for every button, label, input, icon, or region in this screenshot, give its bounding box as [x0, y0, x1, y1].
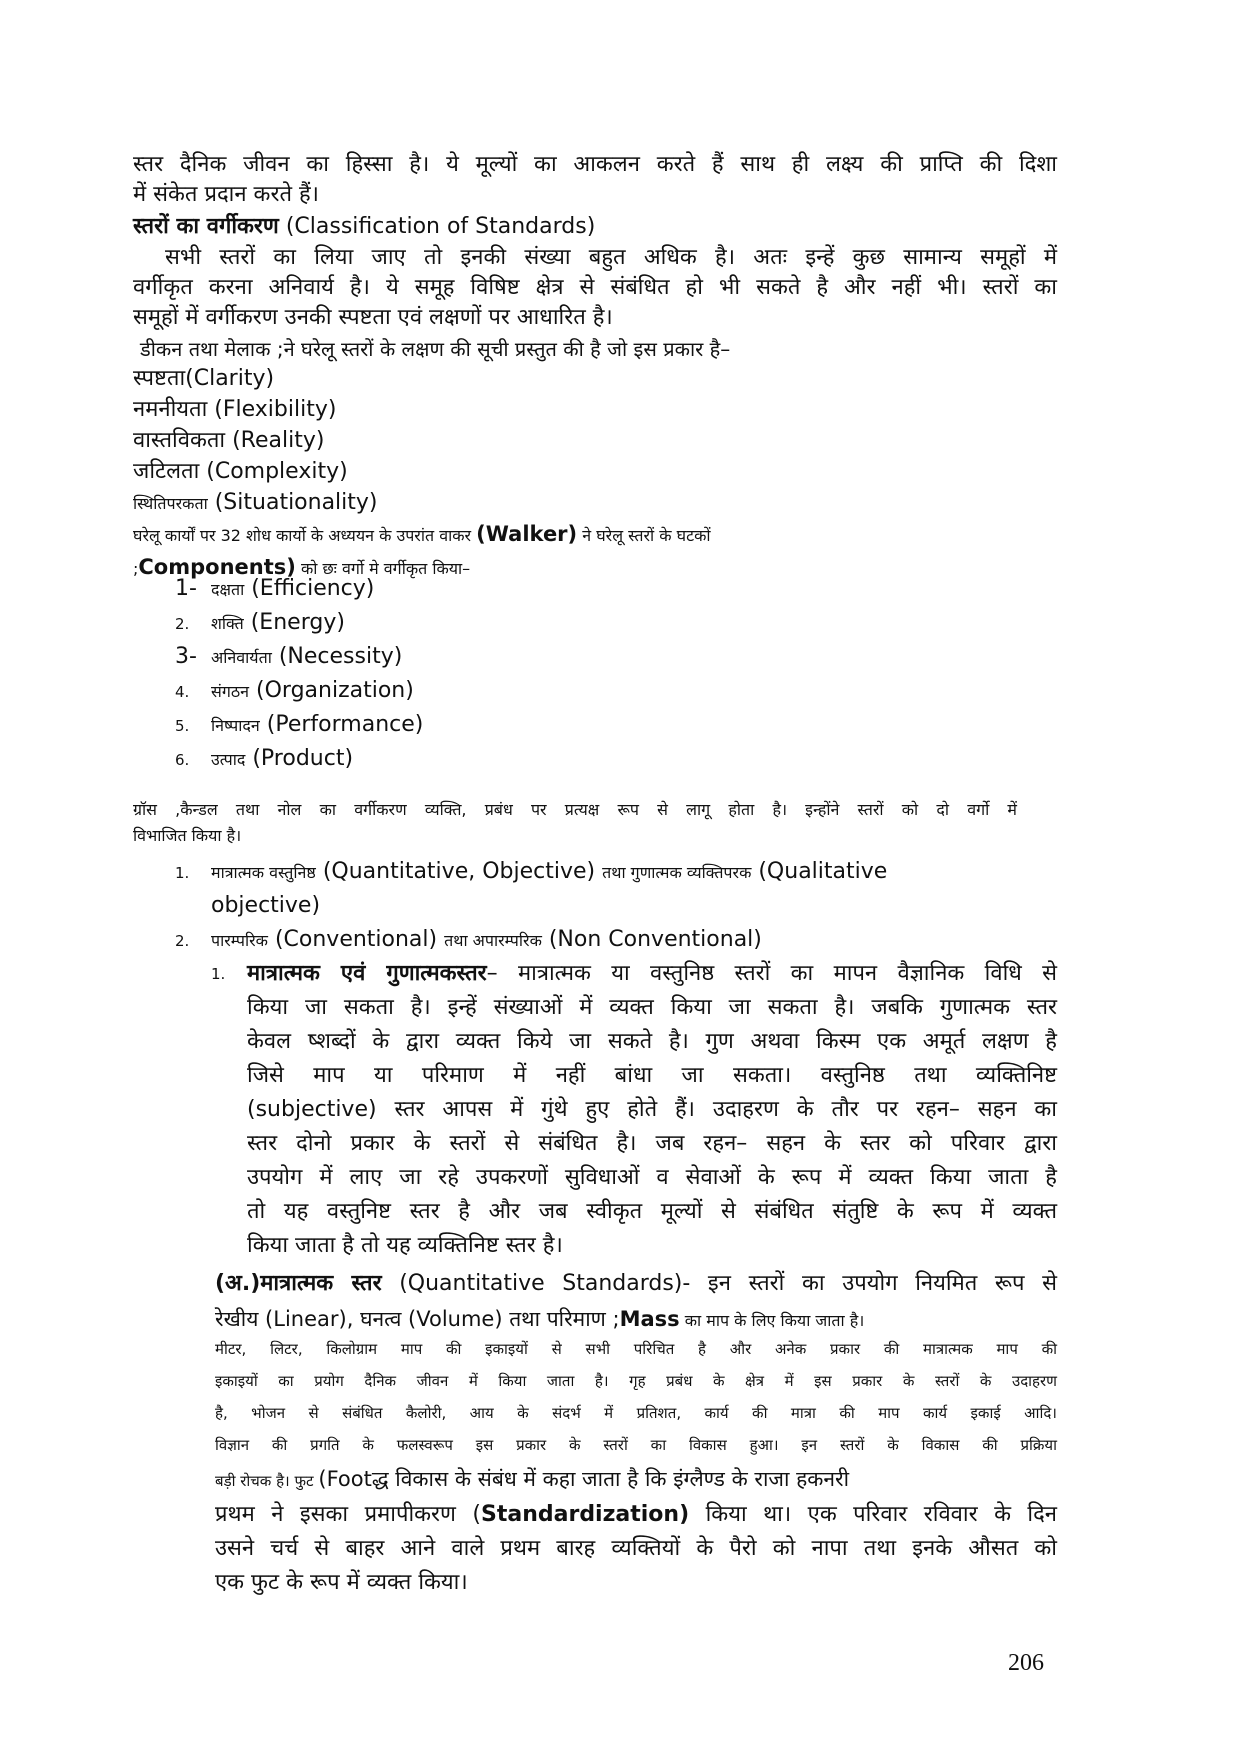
trait-complexity: जटिलता (Complexity): [133, 459, 348, 484]
para1-line-2: वर्गीकृत करना अनिवार्य है। ये समूह विषिष्ट क्षेत्र से संबंधित हो भी सकते है और नहीं भी। स्तरों का: [133, 275, 1057, 300]
trait-clarity: स्पष्टता(Clarity): [133, 366, 275, 391]
component-item-6: 6. उत्पाद (Product): [175, 746, 354, 771]
trait-flexibility: नमनीयता (Flexibility): [133, 397, 337, 422]
trait-reality: वास्तविकता (Reality): [133, 428, 325, 453]
quant-line-6: स्तर दोनो प्रकार के स्तरों से संबंधित है। जब रहन– सहन के स्तर को परिवार द्वारा: [247, 1131, 1057, 1156]
quantstd-small-1: मीटर, लिटर, किलोग्राम माप की इकाइयों से सभी परिचित है और अनेक प्रकार की मात्रात्मक माप की: [215, 1340, 1057, 1358]
quant-line-9: किया जाता है तो यह व्यक्तिनिष्ट स्तर है।: [247, 1233, 563, 1258]
quantstd-last-1: उसने चर्च से बाहर आने वाले प्रथम बारह व्यक्तियों के पैरो को नापा तथा इनके औसत को: [215, 1536, 1057, 1561]
quantstd-small-3: है, भोजन से संबंधित कैलोरी, आय के संदर्भ में प्रतिशत, कार्य की मात्रा की माप कार्य इकाई आदि।: [215, 1404, 1057, 1422]
quantstd-last-2: एक फुट के रूप में व्यक्त किया।: [215, 1570, 468, 1595]
quant-num: 1.: [211, 965, 226, 983]
para1-line-3: समूहों में वर्गीकरण उनकी स्पष्टता एवं लक्षणों पर आधारित है।: [133, 305, 613, 330]
gross-line-1: ग्रॉस ,कैन्डल तथा नोल का वर्गीकरण व्यक्ति, प्रबंध पर प्रत्यक्ष रूप से लागू होता है। इन्होंने स्तरों को दो वर्गो में: [133, 800, 1017, 819]
quant-line-5: (subjective) स्तर आपस में गुंथे हुए होते हैं। उदाहरण के तौर पर रहन– सहन का: [247, 1097, 1057, 1122]
heading-english: (Classification of Standards): [278, 214, 596, 239]
quantstd-small-4: विज्ञान की प्रगति के फलस्वरूप इस प्रकार के स्तरों का विकास हुआ। इन स्तरों के विकास की प्रक्रिया: [215, 1436, 1057, 1454]
intro-line-2: में संकेत प्रदान करते हैं।: [133, 182, 319, 207]
components-line: ;Components) को छः वर्गो मे वर्गीकृत किया–: [133, 555, 471, 579]
page-number: 206: [1008, 1650, 1044, 1676]
component-item-1: 1- दक्षता (Efficiency): [175, 576, 375, 601]
para1-line-1: सभी स्तरों का लिया जाए तो इनकी संख्या बहुत अधिक है। अतः इन्हें कुछ सामान्य समूहों में: [165, 245, 1057, 270]
walker-line: घरेलू कार्यों पर 32 शोध कार्यो के अध्ययन के उपरांत वाकर (Walker) ने घरेलू स्तरों के घटकों: [133, 522, 711, 546]
gross-line-2: विभाजित किया है।: [133, 826, 242, 845]
quant-line-1: मात्रात्मक एवं गुणात्मकस्तर– मात्रात्मक या वस्तुनिष्ठ स्तरों का मापन वैज्ञानिक विधि से: [247, 961, 1057, 986]
gross-item-1-cont: objective): [211, 893, 321, 918]
component-item-5: 5. निष्पादन (Performance): [175, 712, 424, 737]
quantstd-std-line: प्रथम ने इसका प्रमापीकरण (Standardization) किया था। एक परिवार रविवार के दिन: [215, 1502, 1058, 1527]
quant-line-8: तो यह वस्तुनिष्ट स्तर है और जब स्वीकृत मूल्यों से संबंधित संतुष्टि के रूप में व्यक्त: [247, 1199, 1057, 1224]
quant-line-4: जिसे माप या परिमाण में नहीं बांधा जा सकता। वस्तुनिष्ठ तथा व्यक्तिनिष्ट: [247, 1063, 1057, 1088]
gross-item-1: 1. मात्रात्मक वस्तुनिष्ठ (Quantitative, Objective) तथा गुणात्मक व्यक्तिपरक (Qualitative: [175, 859, 888, 884]
deacon-line: डीकन तथा मेलाक ;ने घरेलू स्तरों के लक्षण की सूची प्रस्तुत की है जो इस प्रकार है–: [140, 337, 731, 361]
component-item-4: 4. संगठन (Organization): [175, 678, 414, 703]
quantstd-line-2: रेखीय (Linear), घनत्व (Volume) तथा परिमाण ;Mass का माप के लिए किया जाता है।: [215, 1307, 865, 1331]
trait-situationality: स्थितिपरकता (Situationality): [133, 490, 378, 515]
gross-item-2: 2. पारम्परिक (Conventional) तथा अपारम्परिक (Non Conventional): [175, 927, 762, 952]
quant-line-2: किया जा सकता है। इन्हें संख्याओं में व्यक्त किया जा सकता है। जबकि गुणात्मक स्तर: [247, 995, 1057, 1020]
quantstd-small-2: इकाइयों का प्रयोग दैनिक जीवन में किया जाता है। गृह प्रबंध के क्षेत्र में इस प्रकार के स्तरों के उदाहरण: [215, 1372, 1057, 1390]
intro-line-1: स्तर दैनिक जीवन का हिस्सा है। ये मूल्यों का आकलन करते हैं साथ ही लक्ष्य की प्राप्ति की दिशा: [133, 152, 1057, 177]
quant-line-7: उपयोग में लाए जा रहे उपकरणों सुविधाओं व सेवाओं के रूप में व्यक्त किया जाता है: [247, 1165, 1057, 1190]
section-heading: [133, 212, 595, 242]
component-item-2: 2. शक्ति (Energy): [175, 610, 345, 635]
quantstd-foot-line: बड़ी रोचक है। फुट (Footद्ध विकास के संबंध में कहा जाता है कि इंग्लैण्ड के राजा हकनरी: [215, 1467, 850, 1491]
component-item-3: 3- अनिवार्यता (Necessity): [175, 644, 403, 669]
heading-hindi: स्तरों का वर्गीकरण: [133, 214, 279, 239]
quantstd-line-1: (अ.)मात्रात्मक स्तर (Quantitative Standards)- इन स्तरों का उपयोग नियमित रूप से: [215, 1271, 1057, 1296]
quant-line-3: केवल ष्शब्दों के द्वारा व्यक्त किये जा सकते है। गुण अथवा किस्म एक अमूर्त लक्षण है: [247, 1029, 1057, 1054]
